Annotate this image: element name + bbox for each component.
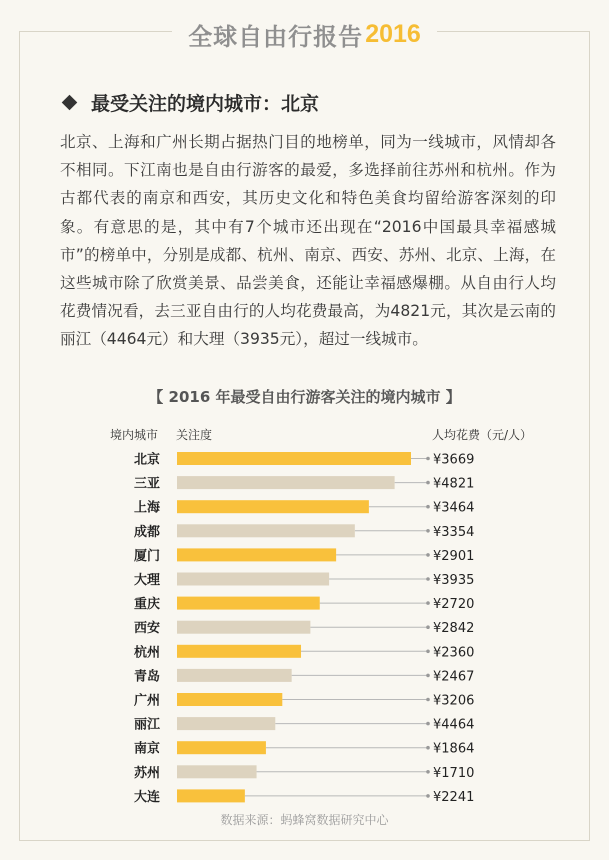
leader-dot: [426, 577, 430, 581]
city-label: 上海: [133, 500, 160, 516]
leader-dot: [426, 601, 430, 605]
city-label: 大理: [133, 573, 160, 588]
chart-title: 【 2016 年最受自由行游客关注的境内城市 】: [148, 388, 461, 406]
leader-dot: [426, 625, 430, 629]
spend-label: ¥3935: [433, 573, 475, 588]
spend-label: ¥2241: [433, 789, 475, 805]
spend-label: ¥3354: [433, 524, 475, 540]
city-label: 成都: [133, 524, 160, 540]
spend-label: ¥3206: [433, 693, 475, 709]
attention-bar: [177, 573, 329, 586]
spend-label: ¥3669: [433, 452, 475, 468]
city-label: 西安: [133, 621, 160, 637]
intro-paragraph: 北京、上海和广州长期占据热门目的地榜单，同为一线城市，风情却各不相同。下江南也是自由行游客的最爱，多选择前往苏州和杭州。作为古都代表的南京和西安，其历史文化和特色美食均留给游客深刻的印象。有意思的是，其中有7个城市还出现在“2016中国最具幸福感城市”的榜单中，分别是成都、杭州、南京、西安、苏州、北京、上海，在这些城市除了欣赏美景、品尝美食，还能让幸福感爆棚。从自由行人均花费情况看，去三亚自由行的人均花费最高，为4821元，其次是云南的丽江（4464元）和大理（3935元），超过一线城市。: [60, 133, 556, 349]
leader-dot: [426, 722, 430, 726]
leader-dot: [426, 698, 430, 702]
leader-dot: [426, 650, 430, 654]
spend-label: ¥1864: [433, 741, 475, 757]
city-label: 大连: [133, 789, 160, 805]
title-year: 2016: [365, 19, 421, 48]
city-label: 杭州: [133, 645, 160, 661]
city-label: 广州: [133, 693, 160, 709]
attention-bar: [177, 476, 395, 489]
spend-label: ¥1710: [433, 765, 475, 781]
city-label: 重庆: [133, 597, 160, 613]
column-header-attention: 关注度: [176, 428, 213, 442]
section-title: 最受关注的境内城市：北京: [91, 92, 320, 115]
spend-label: ¥4464: [433, 717, 475, 733]
spend-label: ¥2720: [433, 597, 475, 613]
leader-dot: [426, 529, 430, 533]
city-label: 北京: [133, 452, 160, 468]
attention-bar: [177, 597, 320, 610]
data-source: 数据来源：蚂蜂窝数据研究中心: [220, 813, 389, 827]
attention-bar: [177, 717, 275, 730]
leader-dot: [426, 770, 430, 774]
city-label: 苏州: [133, 765, 160, 781]
attention-bar: [177, 789, 245, 802]
leader-dot: [426, 553, 430, 557]
diamond-bullet-icon: [62, 94, 78, 110]
spend-label: ¥4821: [433, 476, 475, 492]
city-label: 南京: [133, 741, 160, 757]
page-title: [0, 14, 609, 54]
attention-bar: [177, 621, 310, 634]
leader-dot: [426, 674, 430, 678]
spend-label: ¥2842: [433, 621, 475, 637]
bar-group: [134, 452, 474, 805]
attention-bar: [177, 452, 411, 465]
leader-dot: [426, 794, 430, 798]
attention-bar: [177, 669, 292, 682]
city-label: 厦门: [133, 548, 160, 564]
city-label: 青岛: [133, 669, 160, 685]
title-text: 全球自由行报告: [188, 23, 364, 51]
title-wrap: [172, 14, 437, 54]
column-header-city: 境内城市: [110, 428, 159, 442]
column-header-spend: 人均花费（元/人）: [432, 428, 533, 442]
city-label: 丽江: [133, 717, 160, 733]
city-label: 三亚: [133, 476, 160, 492]
attention-bar: [177, 500, 369, 513]
spend-label: ¥3464: [433, 500, 475, 516]
leader-dot: [426, 505, 430, 509]
leader-dot: [426, 481, 430, 485]
spend-label: ¥2901: [433, 548, 475, 564]
attention-bar: [177, 645, 301, 658]
section-heading: [62, 88, 319, 116]
leader-dot: [426, 457, 430, 461]
attention-bar: [177, 765, 257, 778]
attention-bar: [177, 741, 266, 754]
spend-label: ¥2467: [433, 669, 475, 685]
attention-bar: [177, 524, 355, 537]
attention-bar: [177, 548, 336, 561]
bar-chart: [0, 420, 609, 810]
attention-bar: [177, 693, 282, 706]
spend-label: ¥2360: [433, 645, 475, 661]
leader-dot: [426, 746, 430, 750]
